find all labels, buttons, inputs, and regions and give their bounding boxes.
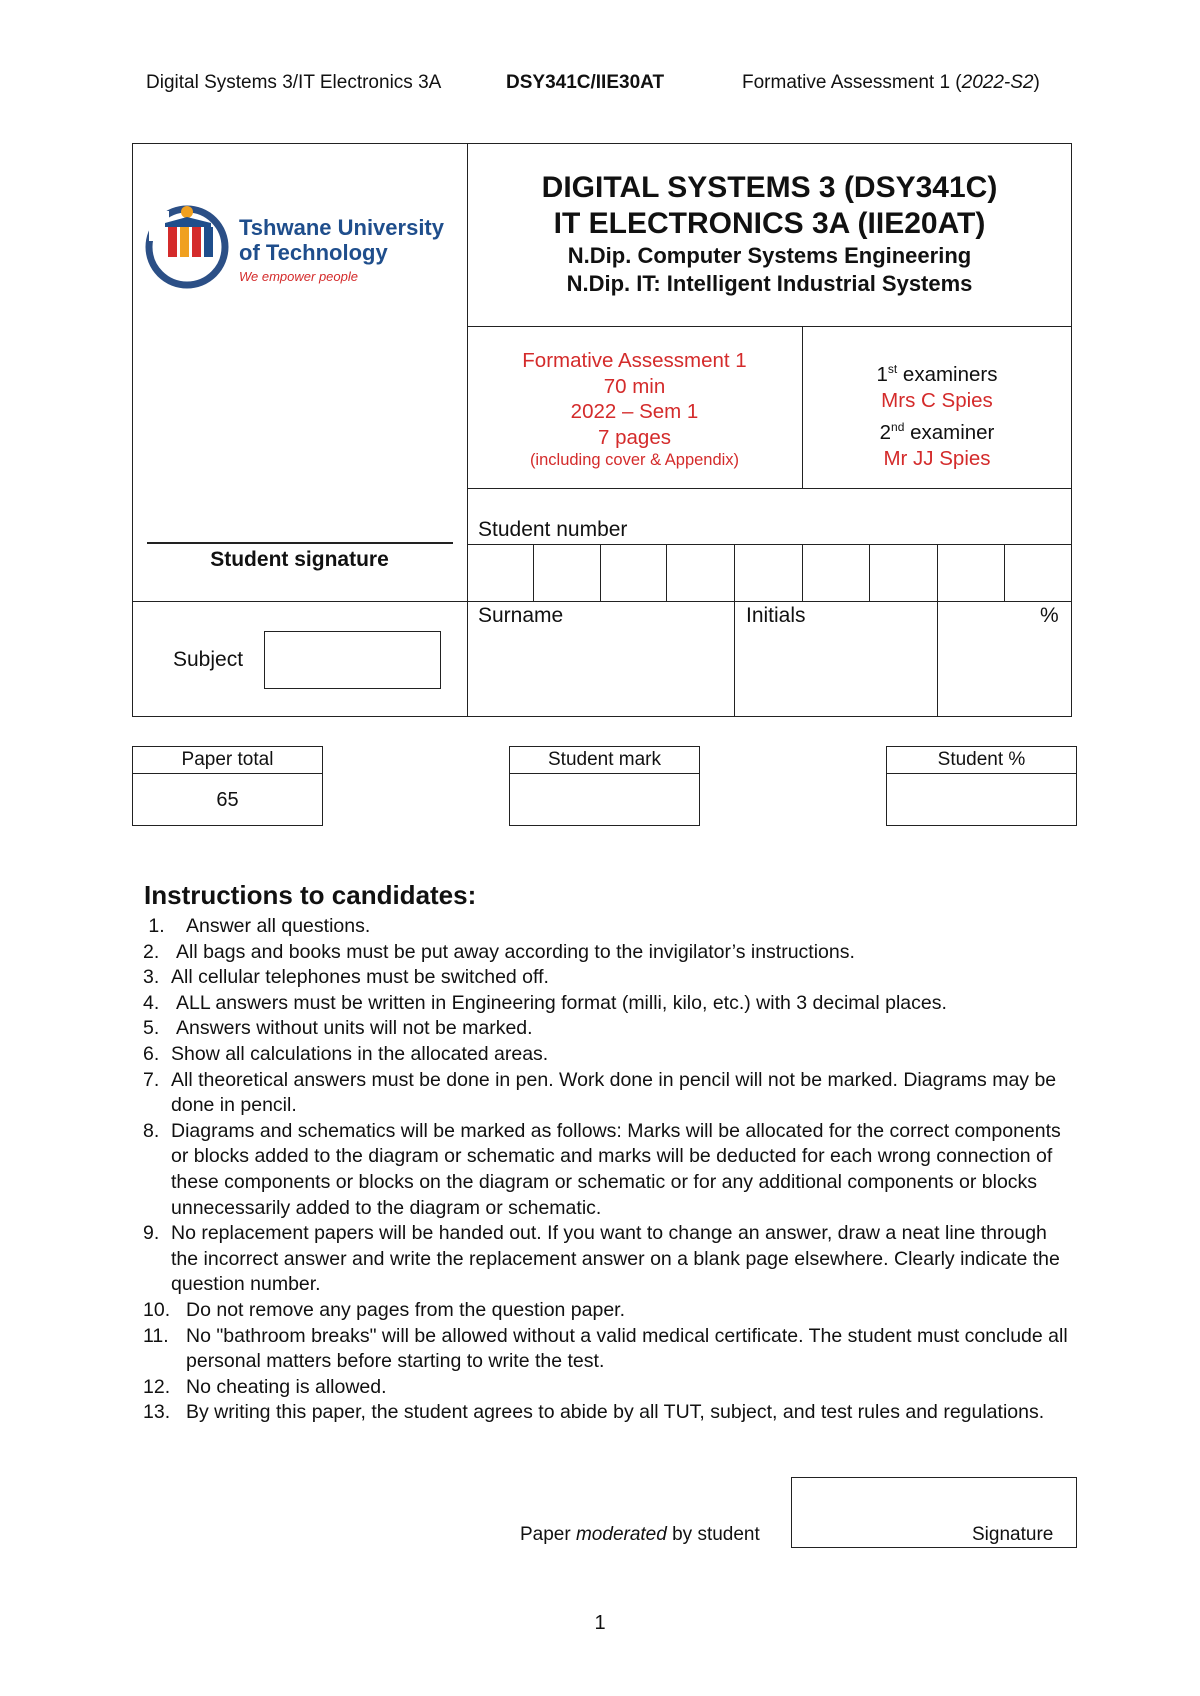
paper-total-label: Paper total <box>133 747 322 774</box>
assessment-semester: 2022 – Sem 1 <box>570 400 699 423</box>
surname-field[interactable] <box>468 630 733 716</box>
instruction-item: 13. By writing this paper, the student agrees to abide by all TUT, subject, and test rules and regulations. <box>143 1401 1045 1424</box>
header-assessment-prefix: Formative Assessment 1 ( <box>742 72 962 93</box>
second-examiner-name: Mr JJ Spies <box>883 446 991 470</box>
student-percent-field[interactable] <box>887 774 1076 826</box>
instructions-list <box>143 914 1068 1426</box>
initials-field[interactable] <box>735 630 936 716</box>
logo-line-1: Tshwane University <box>239 215 444 240</box>
second-examiner-label: 2nd examiner <box>879 419 995 444</box>
instruction-item: 10. Do not remove any pages from the question paper. <box>143 1298 626 1321</box>
student-mark-label: Student mark <box>510 747 699 774</box>
moderation-label: Paper moderated by student <box>520 1524 760 1545</box>
student-percent-label: Student % <box>887 747 1076 774</box>
paper-total-box <box>132 746 323 826</box>
subject-field[interactable] <box>264 631 441 689</box>
assessment-details <box>467 348 802 471</box>
instruction-item: 1. Answer all questions. <box>143 915 371 937</box>
university-logo <box>143 197 443 292</box>
instruction-item: 2. All bags and books must be put away according to the invigilator’s instructions. <box>143 940 855 963</box>
assessment-name: Formative Assessment 1 <box>522 349 747 372</box>
instruction-item: 11. No "bathroom breaks" will be allowed without a valid medical certificate. The student must conclude all personal matters before starting to write the test. <box>143 1324 1068 1373</box>
examiners-block <box>802 356 1072 472</box>
percent-field[interactable] <box>938 630 1071 716</box>
student-mark-box <box>509 746 700 826</box>
header-assessment-suffix: ) <box>1033 72 1040 93</box>
instruction-item: 8. Diagrams and schematics will be marked as follows: Marks will be allocated for the correct components or blocks added to the diagram or schematic and marks will be deducted for each wrong connection of these components or blocks on the diagram or schematic or for any additional components or blocks unnecessarily added to the diagram or schematic. <box>143 1119 1061 1219</box>
student-signature-label: Student signature <box>210 548 389 571</box>
instruction-item: 4. ALL answers must be written in Engineering format (milli, kilo, etc.) with 3 decimal places. <box>143 991 947 1014</box>
student-number-label: Student number <box>478 518 628 541</box>
paper-total-value: 65 <box>216 789 239 811</box>
header-course-codes: DSY341C/IIE30AT <box>506 72 665 93</box>
logo-tagline: We empower people <box>239 269 358 284</box>
assessment-pages: 7 pages <box>598 425 671 449</box>
course-title-2: IT ELECTRONICS 3A (IIE20AT) <box>553 207 986 240</box>
header-course-names: Digital Systems 3/IT Electronics 3A <box>146 72 442 93</box>
moderation-signature-label: Signature <box>972 1524 1054 1545</box>
instructions-heading: Instructions to candidates: <box>144 880 477 910</box>
student-mark-field[interactable] <box>510 774 699 826</box>
instruction-item: 7. All theoretical answers must be done in pen. Work done in pencil will not be marked. Diagrams may be done in pencil. <box>143 1068 1057 1117</box>
student-percent-box <box>886 746 1077 826</box>
course-subtitle-1: N.Dip. Computer Systems Engineering <box>567 243 972 268</box>
instruction-item: 6. Show all calculations in the allocated areas. <box>143 1042 549 1065</box>
subject-label: Subject <box>173 648 244 671</box>
first-examiner-name: Mrs C Spies <box>881 388 993 412</box>
first-examiner-label: 1st examiners <box>876 362 998 386</box>
percent-label: % <box>1040 604 1059 627</box>
signature-line[interactable] <box>147 542 453 544</box>
assessment-pages-note: (including cover & Appendix) <box>529 451 740 469</box>
assessment-duration: 70 min <box>603 374 666 398</box>
course-subtitle-2: N.Dip. IT: Intelligent Industrial Systems <box>566 271 973 296</box>
header-assessment-label <box>742 72 1040 94</box>
course-title-1: DIGITAL SYSTEMS 3 (DSY341C) <box>541 171 998 204</box>
logo-line-2: of Technology <box>239 240 388 265</box>
tut-emblem-icon <box>143 197 239 293</box>
header-assessment-term: 2022-S2 <box>961 72 1034 93</box>
instruction-item: 12. No cheating is allowed. <box>143 1375 387 1398</box>
instruction-item: 3. All cellular telephones must be switched off. <box>143 966 549 989</box>
page-number: 1 <box>594 1612 606 1634</box>
student-number-field[interactable] <box>468 545 1071 600</box>
surname-label: Surname <box>478 604 564 627</box>
initials-label: Initials <box>746 604 806 627</box>
instruction-item: 5. Answers without units will not be marked. <box>143 1017 533 1040</box>
course-title-block <box>467 170 1072 298</box>
instruction-item: 9. No replacement papers will be handed out. If you want to change an answer, draw a neat line through the incorrect answer and write the replacement answer on a blank page elsewhere. Clearly indicate the question number. <box>143 1222 1060 1296</box>
